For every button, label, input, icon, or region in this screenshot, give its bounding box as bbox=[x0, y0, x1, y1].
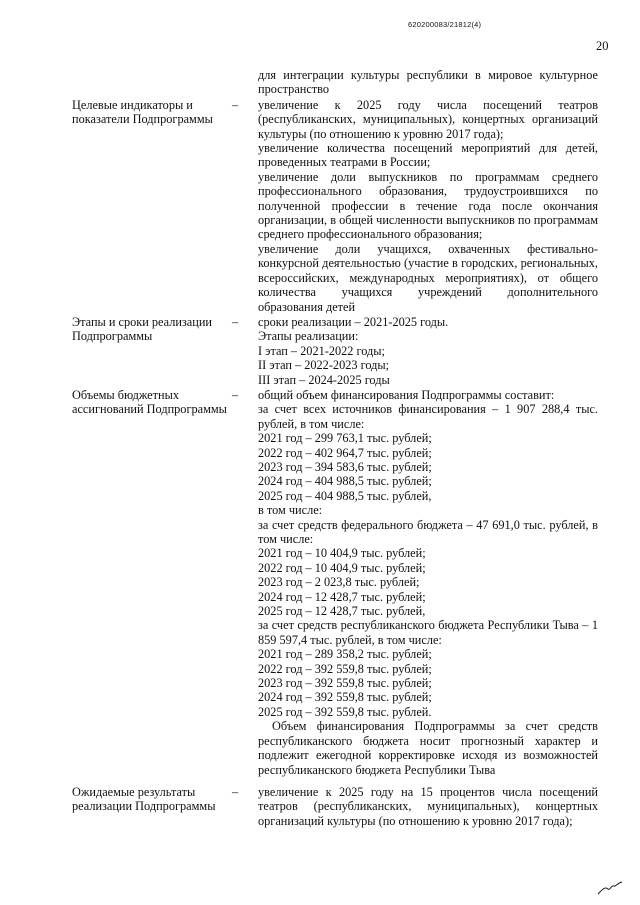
line: 2021 год – 299 763,1 тыс. рублей; bbox=[258, 431, 432, 446]
section-dash: – bbox=[232, 97, 239, 112]
section-indicators bbox=[72, 98, 600, 314]
section-label: Ожидаемые результаты реализации Подпрограммы bbox=[72, 784, 216, 814]
paragraph: увеличение доли выпускников по программам среднего профессионального образования, трудоустроившихся по полученной профессии в течение года после окончания организации, в общей численности выпускников по программам среднего профессионального образования; bbox=[258, 169, 598, 242]
line: 2024 год – 392 559,8 тыс. рублей; bbox=[258, 690, 432, 705]
paragraph: увеличение к 2025 году на 15 процентов числа посещений театров (республиканских, муниципальных), концертных организаций культуры (по отношению к уровню 2017 года); bbox=[258, 784, 598, 828]
line: за счет всех источников финансирования – 1 907 288,4 тыс. рублей, в том числе: bbox=[258, 402, 598, 431]
line: 2024 год – 404 988,5 тыс. рублей; bbox=[258, 474, 432, 489]
line: 2025 год – 404 988,5 тыс. рублей, bbox=[258, 488, 432, 503]
section-dash: – bbox=[232, 784, 239, 799]
line: I этап – 2021-2022 годы; bbox=[258, 343, 385, 358]
line: 2022 год – 392 559,8 тыс. рублей; bbox=[258, 661, 432, 676]
continuation-row bbox=[72, 68, 600, 97]
section-stages bbox=[72, 315, 600, 387]
section-label: Объемы бюджетных ассигнований Подпрограммы bbox=[72, 387, 227, 417]
section-dash: – bbox=[232, 314, 239, 329]
line: 2023 год – 392 559,8 тыс. рублей; bbox=[258, 676, 432, 691]
signature-mark-icon bbox=[596, 880, 624, 898]
line: 2022 год – 402 964,7 тыс. рублей; bbox=[258, 445, 432, 460]
line: за счет средств республиканского бюджета Республики Тыва – 1 859 597,4 тыс. рублей, в том числе: bbox=[258, 618, 598, 647]
line: Этапы реализации: bbox=[258, 329, 359, 344]
paragraph: увеличение доли учащихся, охваченных фестивально-конкурсной деятельностью (участие в городских, региональных, всероссийских, международных мероприятиях), от общего количества учащихся учреждений дополнительного образования детей bbox=[258, 241, 598, 314]
passport-table bbox=[72, 68, 600, 828]
line: 2023 год – 2 023,8 тыс. рублей; bbox=[258, 575, 420, 590]
section-label: Целевые индикаторы и показатели Подпрограммы bbox=[72, 97, 213, 127]
line: 2022 год – 10 404,9 тыс. рублей; bbox=[258, 560, 426, 575]
paragraph: увеличение к 2025 году числа посещений театров (республиканских, муниципальных), концертных организаций культуры (по отношению к уровню 2017 года); bbox=[258, 97, 598, 141]
line: 2023 год – 394 583,6 тыс. рублей; bbox=[258, 459, 432, 474]
line: общий объем финансирования Подпрограммы составит: bbox=[258, 387, 555, 402]
line: за счет средств федерального бюджета – 47 691,0 тыс. рублей, в том числе: bbox=[258, 517, 598, 546]
line: 2021 год – 289 358,2 тыс. рублей; bbox=[258, 647, 432, 662]
line: сроки реализации – 2021-2025 годы. bbox=[258, 314, 449, 329]
section-results bbox=[72, 785, 600, 828]
line: в том числе: bbox=[258, 503, 323, 518]
line: 2025 год – 12 428,7 тыс. рублей, bbox=[258, 604, 426, 619]
section-label: Этапы и сроки реализации Подпрограммы bbox=[72, 314, 212, 344]
continuation-text: для интеграции культуры республики в мировое культурное пространство bbox=[258, 68, 598, 97]
paragraph: увеличение количества посещений мероприятий для детей, проведенных театрами в России; bbox=[258, 141, 598, 170]
line: 2024 год – 12 428,7 тыс. рублей; bbox=[258, 589, 426, 604]
line: III этап – 2024-2025 годы bbox=[258, 372, 390, 387]
section-dash: – bbox=[232, 387, 239, 402]
section-budget bbox=[72, 388, 600, 777]
line: II этап – 2022-2023 годы; bbox=[258, 358, 390, 373]
line: 2021 год – 10 404,9 тыс. рублей; bbox=[258, 546, 426, 561]
document-code: 620200083/21812(4) bbox=[408, 20, 482, 29]
line: 2025 год – 392 559,8 тыс. рублей. bbox=[258, 704, 432, 719]
page-number: 20 bbox=[596, 39, 609, 53]
line: Объем финансирования Подпрограммы за счет средств республиканского бюджета носит прогнозный характер и подлежит ежегодной корректировке исходя из возможностей республиканского бюджета Республики Тыва bbox=[258, 719, 598, 777]
